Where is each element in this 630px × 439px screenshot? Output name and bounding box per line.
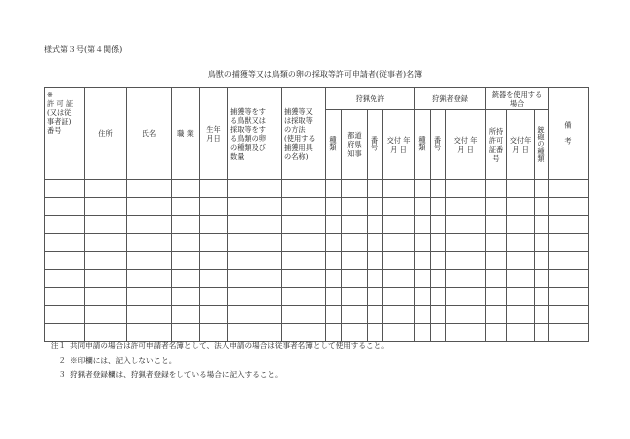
table-cell[interactable] (45, 270, 85, 288)
table-cell[interactable] (383, 180, 415, 198)
table-cell[interactable] (200, 180, 228, 198)
table-cell[interactable] (486, 306, 507, 324)
table-cell[interactable] (85, 270, 127, 288)
table-cell[interactable] (172, 306, 200, 324)
table-cell[interactable] (127, 216, 172, 234)
table-cell[interactable] (45, 180, 85, 198)
table-cell[interactable] (342, 252, 368, 270)
table-cell[interactable] (368, 198, 383, 216)
table-cell[interactable] (446, 216, 486, 234)
table-cell[interactable] (431, 288, 446, 306)
table-cell[interactable] (446, 288, 486, 306)
table-cell[interactable] (282, 216, 326, 234)
table-cell[interactable] (172, 216, 200, 234)
table-cell[interactable] (535, 288, 549, 306)
table-cell[interactable] (535, 216, 549, 234)
table-cell[interactable] (431, 252, 446, 270)
table-cell[interactable] (228, 270, 282, 288)
header-registration-number: 番号 (431, 110, 446, 180)
table-cell[interactable] (383, 234, 415, 252)
table-cell[interactable] (45, 234, 85, 252)
header-species-quantity: 捕獲等をす る鳥獣又は 採取等をす る鳥類の卵 の種類及び 数量 (228, 88, 282, 180)
table-cell[interactable] (368, 288, 383, 306)
table-cell[interactable] (486, 324, 507, 342)
table-cell[interactable] (342, 306, 368, 324)
header-gun-use: 銃器を使用する 場合 (486, 88, 549, 110)
table-cell[interactable] (200, 216, 228, 234)
table-cell[interactable] (415, 234, 431, 252)
table-cell[interactable] (535, 198, 549, 216)
table-row (45, 216, 589, 234)
table-cell[interactable] (326, 198, 342, 216)
header-remarks: 備 考 (549, 88, 589, 180)
table-cell[interactable] (431, 198, 446, 216)
notes-section (44, 339, 389, 383)
table-cell[interactable] (127, 288, 172, 306)
table-cell[interactable] (446, 270, 486, 288)
table-cell[interactable] (127, 306, 172, 324)
table-cell[interactable] (368, 180, 383, 198)
table-cell[interactable] (486, 216, 507, 234)
table-cell[interactable] (368, 234, 383, 252)
table-cell[interactable] (127, 180, 172, 198)
table-cell[interactable] (507, 180, 535, 198)
table-cell[interactable] (326, 252, 342, 270)
table-cell[interactable] (549, 288, 589, 306)
table-cell[interactable] (282, 252, 326, 270)
table-cell[interactable] (127, 270, 172, 288)
table-cell[interactable] (85, 198, 127, 216)
table-cell[interactable] (172, 288, 200, 306)
table-row (45, 252, 589, 270)
table-cell[interactable] (326, 234, 342, 252)
table-cell[interactable] (228, 198, 282, 216)
table-cell[interactable] (326, 270, 342, 288)
table-cell[interactable] (549, 180, 589, 198)
table-cell[interactable] (383, 288, 415, 306)
header-license-type: 種類 (326, 110, 342, 180)
table-cell[interactable] (446, 324, 486, 342)
note-item (44, 368, 389, 383)
table-row (45, 234, 589, 252)
table-cell[interactable] (200, 252, 228, 270)
table-cell[interactable] (368, 216, 383, 234)
table-cell[interactable] (282, 198, 326, 216)
header-license-date: 交付 年 月 日 (383, 110, 415, 180)
note-text: 狩猟者登録欄は、狩猟者登録をしている場合に記入すること。 (70, 370, 283, 379)
table-cell[interactable] (383, 216, 415, 234)
note-label: 注１ (50, 341, 66, 350)
table-cell[interactable] (228, 252, 282, 270)
table-cell[interactable] (446, 198, 486, 216)
table-cell[interactable] (486, 288, 507, 306)
table-cell[interactable] (200, 270, 228, 288)
table-cell[interactable] (172, 252, 200, 270)
table-cell[interactable] (549, 252, 589, 270)
table-cell[interactable] (85, 180, 127, 198)
table-cell[interactable] (431, 324, 446, 342)
table-cell[interactable] (507, 270, 535, 288)
table-cell[interactable] (200, 234, 228, 252)
table-cell[interactable] (507, 234, 535, 252)
applicant-register-table (44, 87, 589, 342)
table-cell[interactable] (342, 234, 368, 252)
table-cell[interactable] (446, 252, 486, 270)
table-cell[interactable] (486, 252, 507, 270)
header-gun-kind: 銃砲の種類 (535, 110, 549, 180)
table-cell[interactable] (45, 306, 85, 324)
header-license-governor: 都道 府県 知事 (342, 110, 368, 180)
table-cell[interactable] (535, 180, 549, 198)
table-cell[interactable] (45, 252, 85, 270)
table-cell[interactable] (383, 306, 415, 324)
table-cell[interactable] (200, 198, 228, 216)
table-cell[interactable] (342, 216, 368, 234)
table-cell[interactable] (415, 252, 431, 270)
note-text: ※印欄には、記入しないこと。 (70, 355, 177, 365)
table-cell[interactable] (282, 234, 326, 252)
header-hunter-registration: 狩猟者登録 (415, 88, 486, 110)
table-cell[interactable] (200, 306, 228, 324)
table-cell[interactable] (85, 288, 127, 306)
table-cell[interactable] (282, 288, 326, 306)
table-cell[interactable] (127, 252, 172, 270)
table-cell[interactable] (486, 198, 507, 216)
header-occupation: 職 業 (172, 88, 200, 180)
note-item (44, 339, 389, 354)
table-cell[interactable] (415, 270, 431, 288)
table-cell[interactable] (45, 288, 85, 306)
table-cell[interactable] (228, 288, 282, 306)
table-cell[interactable] (431, 216, 446, 234)
table-cell[interactable] (383, 252, 415, 270)
header-gun-issue-date: 交付年 月 日 (507, 110, 535, 180)
table-cell[interactable] (342, 180, 368, 198)
header-registration-date: 交付 年 月 日 (446, 110, 486, 180)
table-cell[interactable] (535, 324, 549, 342)
table-cell[interactable] (342, 288, 368, 306)
header-address: 住所 (85, 88, 127, 180)
table-cell[interactable] (446, 306, 486, 324)
table-cell[interactable] (415, 324, 431, 342)
note-item (44, 354, 389, 369)
table-cell[interactable] (486, 270, 507, 288)
table-cell[interactable] (507, 324, 535, 342)
table-cell[interactable] (415, 198, 431, 216)
table-cell[interactable] (507, 252, 535, 270)
table-cell[interactable] (507, 288, 535, 306)
header-birthdate: 生年 月日 (200, 88, 228, 180)
table-cell[interactable] (549, 216, 589, 234)
table-cell[interactable] (415, 306, 431, 324)
table-cell[interactable] (228, 306, 282, 324)
table-cell[interactable] (535, 306, 549, 324)
table-cell[interactable] (172, 234, 200, 252)
table-cell[interactable] (507, 198, 535, 216)
table-cell[interactable] (535, 270, 549, 288)
header-registration-type: 種類 (415, 110, 431, 180)
table-cell[interactable] (431, 234, 446, 252)
header-capture-method: 捕獲等又 は採取等 の方法 (使用する 捕獲用具 の名称) (282, 88, 326, 180)
form-number-label: 様式第３号(第４関係) (44, 45, 123, 54)
table-cell[interactable] (172, 198, 200, 216)
table-cell[interactable] (486, 234, 507, 252)
table-cell[interactable] (342, 198, 368, 216)
table-cell[interactable] (549, 306, 589, 324)
table-cell[interactable] (486, 180, 507, 198)
table-row (45, 270, 589, 288)
table-cell[interactable] (282, 180, 326, 198)
table-cell[interactable] (172, 270, 200, 288)
table-cell[interactable] (85, 216, 127, 234)
table-cell[interactable] (415, 288, 431, 306)
table-cell[interactable] (326, 306, 342, 324)
header-name: 氏名 (127, 88, 172, 180)
table-cell[interactable] (549, 234, 589, 252)
table-cell[interactable] (415, 216, 431, 234)
note-label: ２ (58, 355, 66, 365)
table-cell[interactable] (85, 306, 127, 324)
table-cell[interactable] (342, 270, 368, 288)
header-permit-number: ※ 許 可 証 (又は従 事者証) 番号 (45, 88, 85, 180)
table-row (45, 306, 589, 324)
table-cell[interactable] (228, 180, 282, 198)
table-cell[interactable] (368, 252, 383, 270)
table-cell[interactable] (415, 180, 431, 198)
table-cell[interactable] (326, 180, 342, 198)
table-cell[interactable] (228, 234, 282, 252)
table-cell[interactable] (368, 306, 383, 324)
table-cell[interactable] (431, 180, 446, 198)
note-text: 共同申請の場合は許可申請者名簿として、法人申請の場合は従事者名簿として使用すること。 (70, 341, 389, 350)
form-title: 鳥獣の捕獲等又は鳥類の卵の採取等許可申請者(従事者)名簿 (207, 70, 423, 79)
table-cell[interactable] (228, 216, 282, 234)
table-cell[interactable] (535, 234, 549, 252)
table-cell[interactable] (535, 252, 549, 270)
table-cell[interactable] (127, 198, 172, 216)
table-cell[interactable] (127, 234, 172, 252)
table-cell[interactable] (200, 288, 228, 306)
table-cell[interactable] (85, 252, 127, 270)
table-cell[interactable] (172, 180, 200, 198)
table-cell[interactable] (446, 180, 486, 198)
table-cell[interactable] (45, 216, 85, 234)
table-cell[interactable] (383, 270, 415, 288)
header-gun-permit-number: 所持 許可 証番 号 (486, 110, 507, 180)
note-label: ３ (58, 370, 66, 379)
table-cell[interactable] (507, 216, 535, 234)
table-cell[interactable] (507, 306, 535, 324)
table-cell[interactable] (85, 234, 127, 252)
header-license-number: 番号 (368, 110, 383, 180)
table-cell[interactable] (45, 198, 85, 216)
table-row (45, 198, 589, 216)
table-cell[interactable] (326, 216, 342, 234)
table-cell[interactable] (431, 306, 446, 324)
table-cell[interactable] (549, 270, 589, 288)
table-row (45, 288, 589, 306)
table-cell[interactable] (446, 234, 486, 252)
table-cell[interactable] (549, 198, 589, 216)
table-cell[interactable] (282, 270, 326, 288)
table-cell[interactable] (326, 288, 342, 306)
table-row (45, 180, 589, 198)
table-cell[interactable] (383, 198, 415, 216)
table-cell[interactable] (368, 270, 383, 288)
header-hunting-license: 狩猟免許 (326, 88, 415, 110)
table-cell[interactable] (431, 270, 446, 288)
table-cell[interactable] (549, 324, 589, 342)
table-cell[interactable] (282, 306, 326, 324)
